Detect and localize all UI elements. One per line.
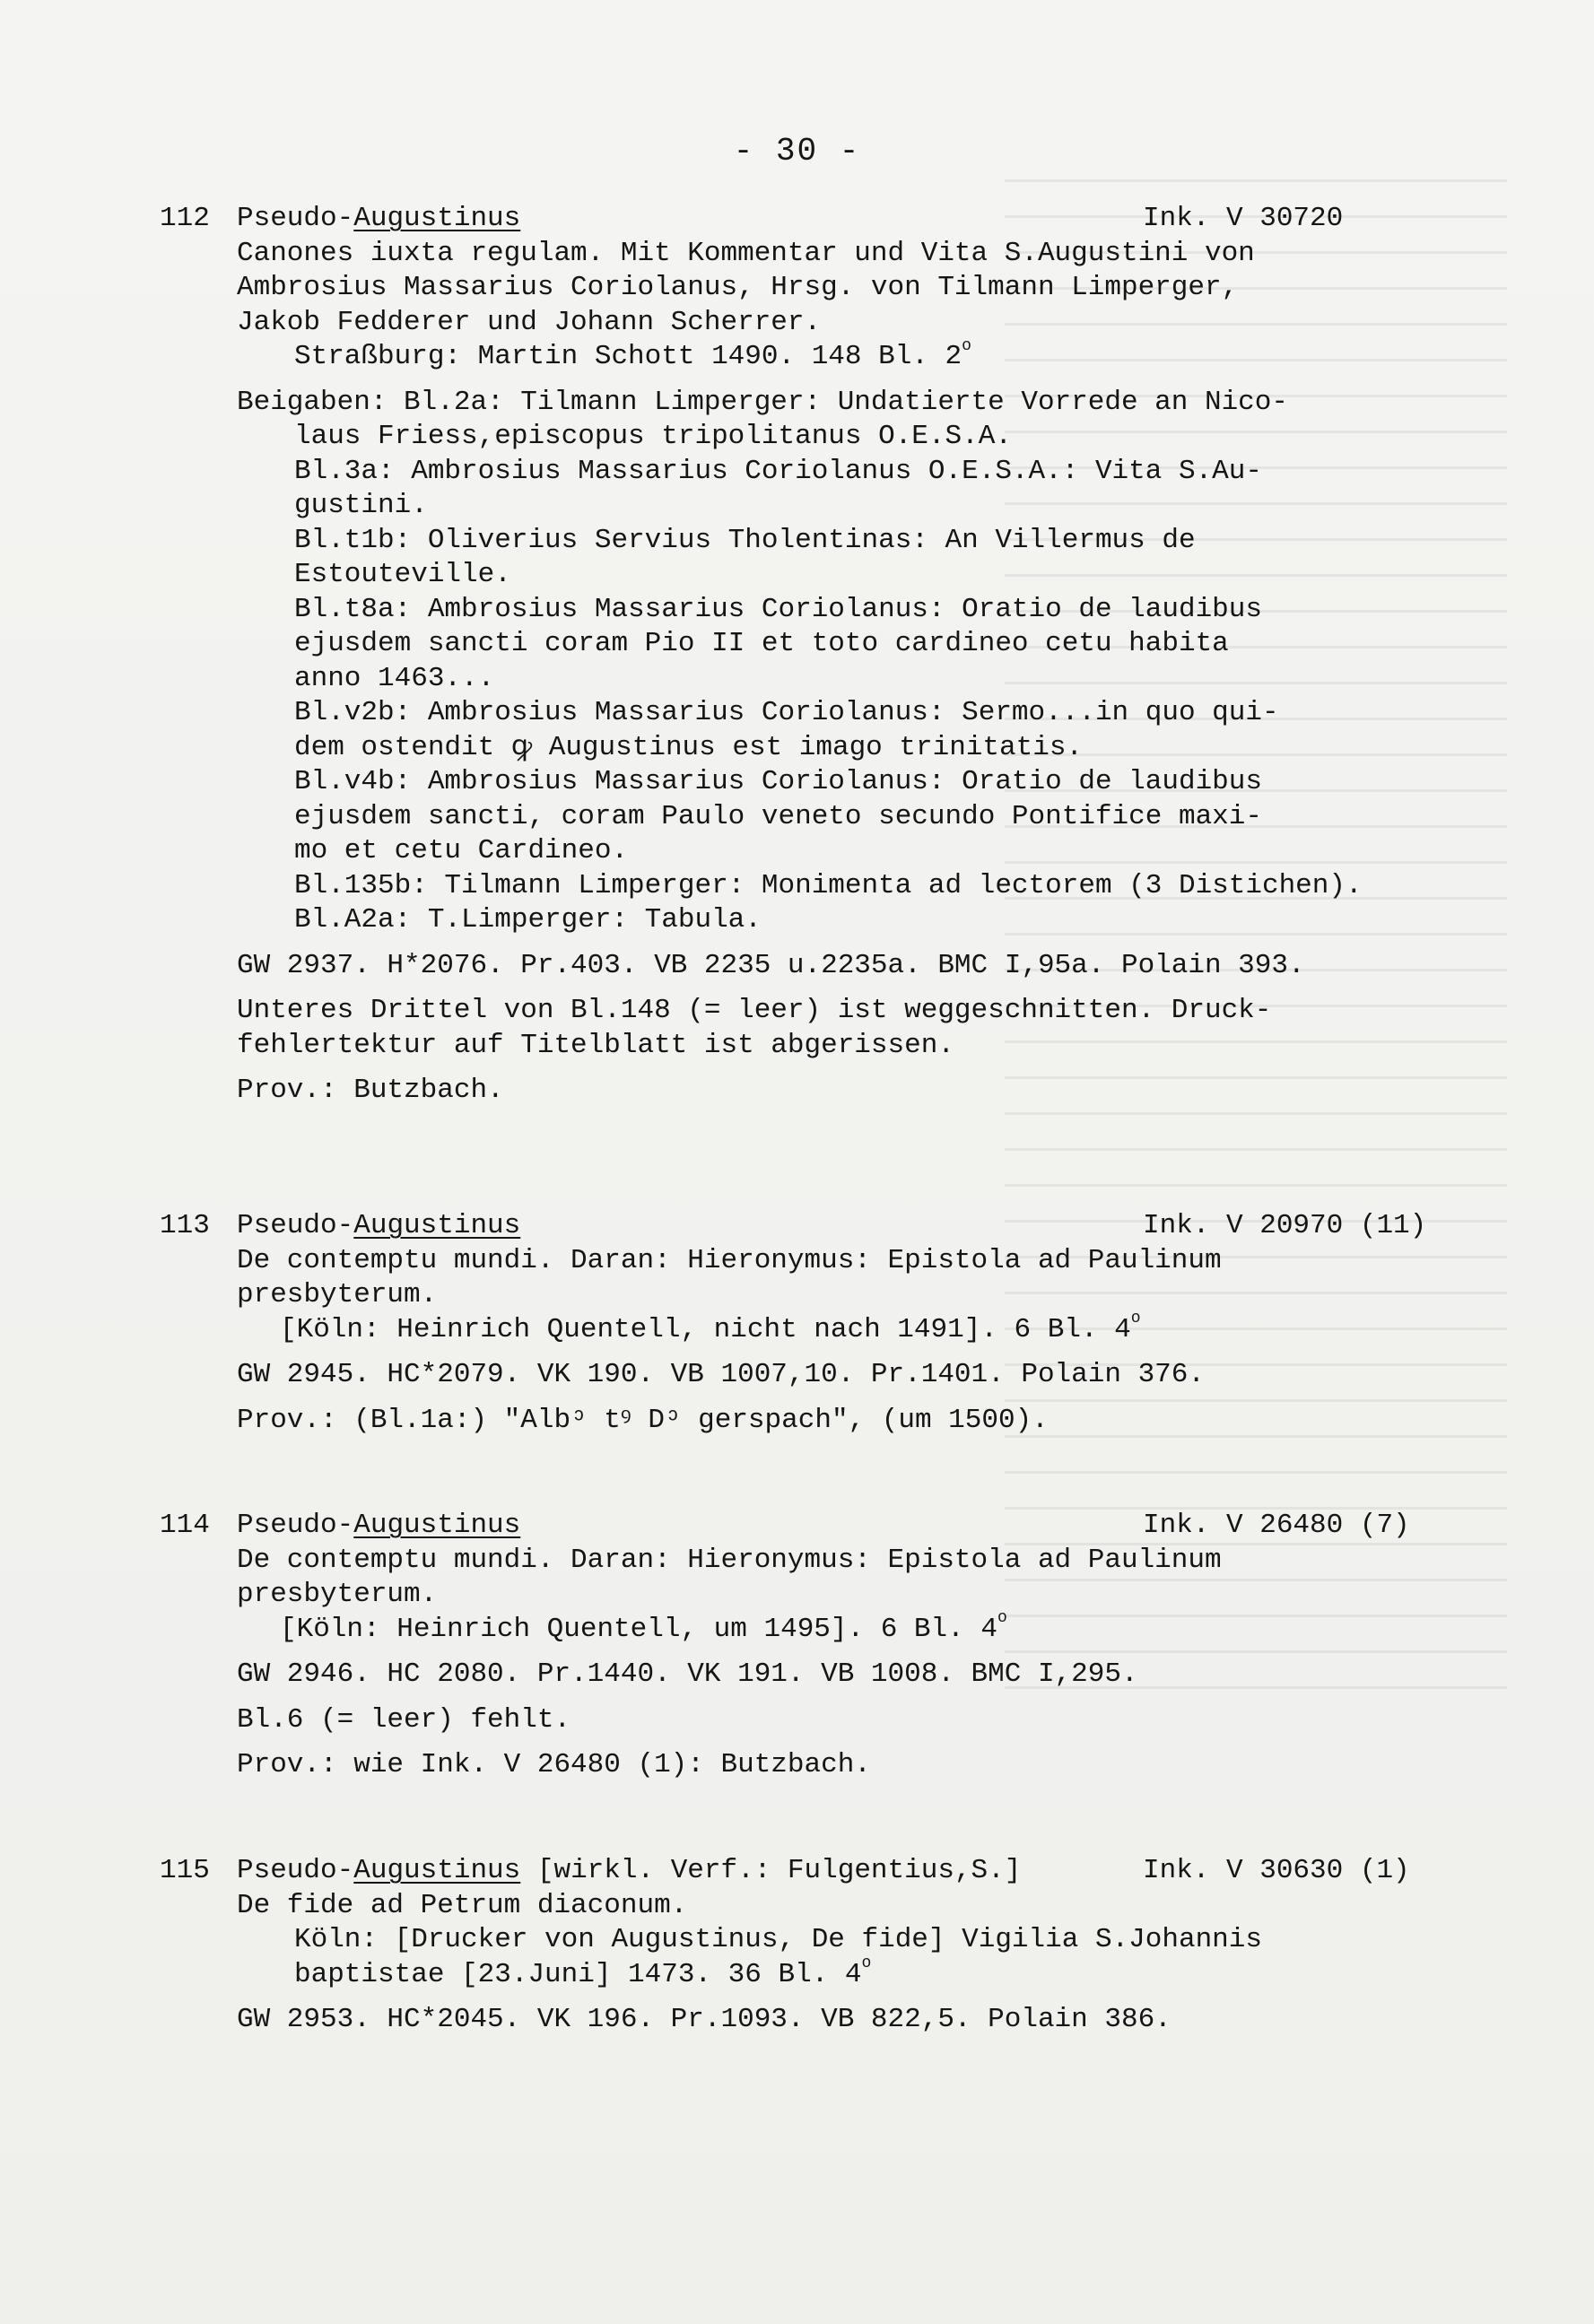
provenance: Prov.: (Bl.1a:) "Albᵓ tꝰ Dᵓ gerspach", (um 1500).: [237, 1404, 1049, 1436]
title-line: Jakob Fedderer und Johann Scherrer.: [237, 306, 822, 338]
entry-number: 114: [160, 1510, 210, 1541]
entry-author: Pseudo-Augustinus: [237, 1510, 521, 1541]
beigaben-line: mo et cetu Cardineo.: [294, 835, 629, 866]
beigaben-line: ejusdem sancti, coram Paulo veneto secundo Pontifice maxi-: [294, 800, 1262, 832]
entry-author: Pseudo-Augustinus: [237, 203, 521, 234]
title-line: Canones iuxta regulam. Mit Kommentar und Vita S.Augustini von: [237, 237, 1255, 269]
references: GW 2945. HC*2079. VK 190. VB 1007,10. Pr.1401. Polain 376.: [237, 1359, 1205, 1390]
beigaben-line: ejusdem sancti coram Pio II et toto cardineo cetu habita: [294, 628, 1229, 659]
entry-header: [160, 1854, 1433, 1889]
entry-number: 112: [160, 203, 210, 234]
title-line: presbyterum.: [237, 1279, 438, 1310]
entry-115: [160, 1854, 1433, 2038]
beigaben-line: gustini.: [294, 490, 428, 521]
beigaben-line: Beigaben: Bl.2a: Tilmann Limperger: Undatierte Vorrede an Nico-: [237, 386, 1288, 418]
beigaben-line: Bl.v4b: Ambrosius Massarius Coriolanus: Oratio de laudibus: [294, 766, 1262, 797]
beigaben-line: Bl.3a: Ambrosius Massarius Coriolanus O.E.S.A.: Vita S.Au-: [294, 455, 1262, 487]
beigaben-line: Bl.t8a: Ambrosius Massarius Coriolanus: Oratio de laudibus: [294, 593, 1262, 625]
beigaben-line: Bl.t1b: Oliverius Servius Tholentinas: An Villermus de: [294, 524, 1196, 556]
entry-header: [160, 1509, 1433, 1544]
title-line: De fide ad Petrum diaconum.: [237, 1889, 688, 1921]
shelfmark: Ink. V 30630 (1): [1143, 1855, 1410, 1886]
imprint: [Köln: Heinrich Quentell, um 1495]. 6 Bl. 4$^o$: [280, 1609, 1007, 1645]
note: Bl.6 (= leer) fehlt.: [237, 1703, 571, 1736]
imprint: [Köln: Heinrich Quentell, nicht nach 1491]. 6 Bl. 4$^o$: [280, 1310, 1141, 1345]
imprint-line: baptistae [23.Juni] 1473. 36 Bl. 4$^o$: [294, 1954, 872, 1990]
shelfmark: Ink. V 20970 (11): [1143, 1210, 1427, 1241]
beigaben-line: Estouteville.: [294, 559, 511, 590]
entry-number: 115: [160, 1855, 210, 1886]
title-line: Ambrosius Massarius Coriolanus, Hrsg. von Tilmann Limperger,: [237, 272, 1239, 303]
entry-112: [160, 202, 1433, 1109]
beigaben-line: anno 1463...: [294, 662, 495, 694]
provenance: Prov.: wie Ink. V 26480 (1): Butzbach.: [237, 1749, 871, 1780]
imprint-line: Köln: [Drucker von Augustinus, De fide] Vigilia S.Johannis: [294, 1924, 1262, 1955]
note-line: fehlertektur auf Titelblatt ist abgerissen.: [237, 1029, 954, 1061]
imprint: Straßburg: Martin Schott 1490. 148 Bl. 2$^o$: [294, 336, 971, 372]
entry-number: 113: [160, 1210, 210, 1241]
beigaben-line: Bl.135b: Tilmann Limperger: Monimenta ad lectorem (3 Distichen).: [294, 869, 1363, 901]
references: GW 2953. HC*2045. VK 196. Pr.1093. VB 822,5. Polain 386.: [237, 2004, 1172, 2035]
entry-114: [160, 1509, 1433, 1783]
beigaben-line: laus Friess,episcopus tripolitanus O.E.S.A.: [294, 421, 1012, 452]
shelfmark: Ink. V 26480 (7): [1143, 1510, 1410, 1541]
title-line: presbyterum.: [237, 1579, 438, 1610]
entry-header: [160, 202, 1433, 237]
title-line: De contemptu mundi. Daran: Hieronymus: Epistola ad Paulinum: [237, 1244, 1222, 1276]
entry-header: [160, 1209, 1433, 1244]
entry-author: Pseudo-Augustinus: [237, 1210, 521, 1241]
references: GW 2937. H*2076. Pr.403. VB 2235 u.2235a. BMC I,95a. Polain 393.: [237, 949, 1305, 981]
title-line: De contemptu mundi. Daran: Hieronymus: Epistola ad Paulinum: [237, 1544, 1222, 1576]
beigaben-line: dem ostendit ꝙ Augustinus est imago trinitatis.: [294, 731, 1084, 763]
provenance: Prov.: Butzbach.: [237, 1075, 504, 1106]
beigaben-line: Bl.v2b: Ambrosius Massarius Coriolanus: Sermo...in quo qui-: [294, 697, 1279, 728]
page-number: - 30 -: [733, 133, 861, 170]
note-line: Unteres Drittel von Bl.148 (= leer) ist weggeschnitten. Druck-: [237, 995, 1272, 1026]
entry-113: [160, 1209, 1433, 1438]
entry-author: Pseudo-Augustinus [wirkl. Verf.: Fulgentius,S.]: [237, 1855, 1022, 1886]
shelfmark: Ink. V 30720: [1143, 203, 1344, 234]
beigaben-line: Bl.A2a: T.Limperger: Tabula.: [294, 904, 762, 936]
references: GW 2946. HC 2080. Pr.1440. VK 191. VB 1008. BMC I,295.: [237, 1658, 1138, 1690]
